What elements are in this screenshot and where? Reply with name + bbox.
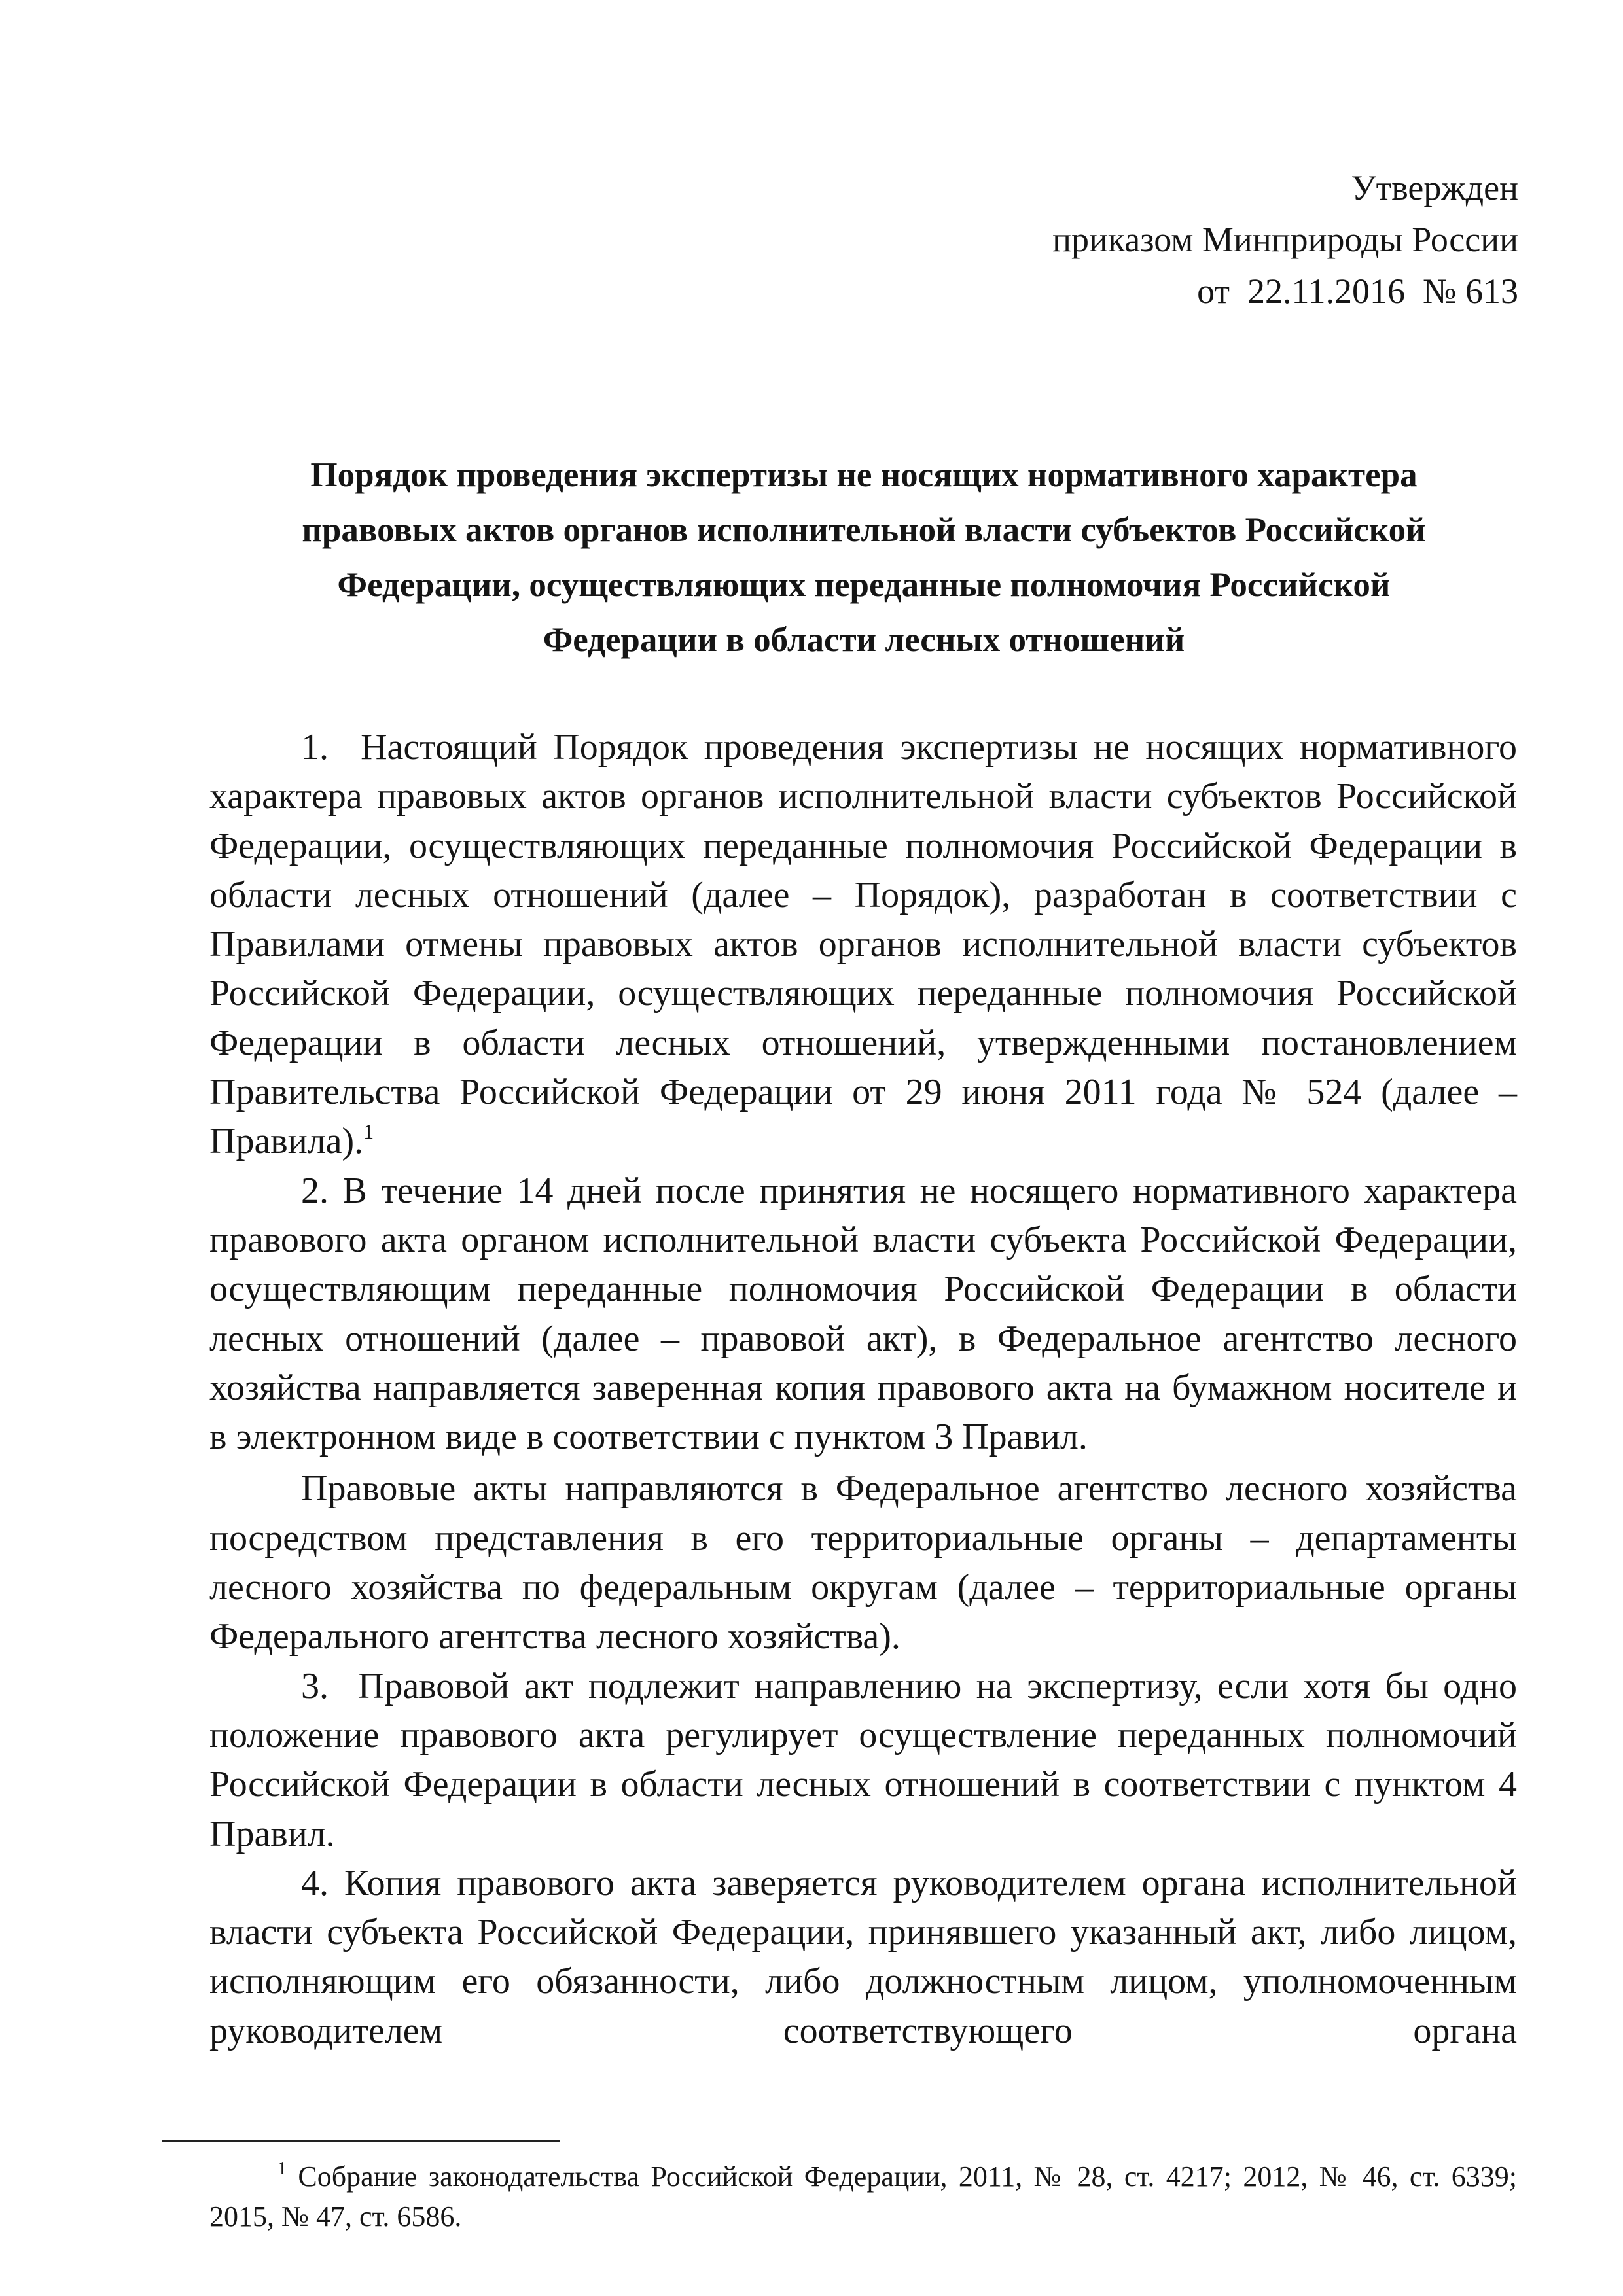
paragraph-3-text: Правовой акт подлежит направлению на экспертизу, если хотя бы одно положение правового акта регулирует осуществление переданных полномочий Российской Федерации в области лесных отношений в соответствии с пунктом 4 Правил. xyxy=(209,1665,1518,1854)
paragraph-2 xyxy=(209,1167,1517,1462)
paragraph-4-text: Копия правового акта заверяется руководителем органа исполнительной власти субъекта Российской Федерации, принявшего указанный акт, либо лицом, исполняющим его обязанности, либо должностным лицом, уполномоченным руководителем соответствующего органа xyxy=(209,1862,1518,2051)
paragraph-2-text: В течение 14 дней после принятия не носящего нормативного характера правового акта органом исполнительной власти субъекта Российской Федерации, осуществляющим переданные полномочия Российской Федерации в области лесных отношений (далее – правовой акт), в Федеральное агентство лесного хозяйства направляется заверенная копия правового акта на бумажном носителе и в электронном виде в соответствии с пунктом 3 Правил. xyxy=(209,1170,1518,1458)
title-line-4: Федерации в области лесных отношений xyxy=(543,621,1185,659)
title-line-1: Порядок проведения экспертизы не носящих нормативного характера xyxy=(310,456,1418,494)
paragraph-2-number: 2. xyxy=(301,1170,329,1211)
title-line-2: правовых актов органов исполнительной власти субъектов Российской xyxy=(302,511,1426,549)
title-line-3: Федерации, осуществляющих переданные полномочия Российской xyxy=(337,566,1391,604)
paragraph-3-number: 3. xyxy=(301,1665,329,1706)
paragraph-2-continued-text: Правовые акты направляются в Федеральное агентство лесного хозяйства посредством представления в его территориальные органы – департаменты лесного хозяйства по федеральным округам (далее – территориальные органы Федерального агентства лесного хозяйства). xyxy=(209,1468,1517,1657)
paragraph-4-number: 4. xyxy=(301,1862,329,1903)
paragraph-4 xyxy=(209,1859,1517,2056)
paragraph-3 xyxy=(209,1662,1517,1859)
paragraph-1 xyxy=(209,723,1517,1167)
approval-line-date-number: от 22.11.2016 № 613 xyxy=(1197,272,1518,311)
approval-line-order: приказом Минприроды России xyxy=(1052,220,1518,259)
footnote-separator xyxy=(162,2140,560,2142)
footnote xyxy=(209,2157,1517,2236)
paragraph-1-number: 1. xyxy=(301,727,329,768)
footnote-marker: 1 xyxy=(277,2159,287,2179)
approval-line-approved: Утвержден xyxy=(1351,168,1518,207)
paragraph-1-text: Настоящий Порядок проведения экспертизы не носящих нормативного характера правовых актов органов исполнительной власти субъектов Российской Федерации, осуществляющих переданные полномочия Российской Федерации в области лесных отношений (далее – Порядок), разработан в соответствии с Правилами отмены правовых актов органов исполнительной власти субъектов Российской Федерации, осуществляющих переданные полномочия Российской Федерации в области лесных отношений, утвержденными постановлением Правительства Российской Федерации от 29 июня 2011 года № 524 (далее – Правила). xyxy=(209,727,1518,1162)
document-title xyxy=(216,448,1512,667)
footnote-text: Собрание законодательства Российской Федерации, 2011, № 28, ст. 4217; 2012, № 46, ст. 6339; 2015, № 47, ст. 6586. xyxy=(209,2161,1518,2233)
footnote-reference: 1 xyxy=(363,1120,374,1144)
paragraph-2-continued xyxy=(209,1464,1517,1661)
approval-stamp xyxy=(1052,162,1518,317)
document-body xyxy=(209,723,1517,2056)
